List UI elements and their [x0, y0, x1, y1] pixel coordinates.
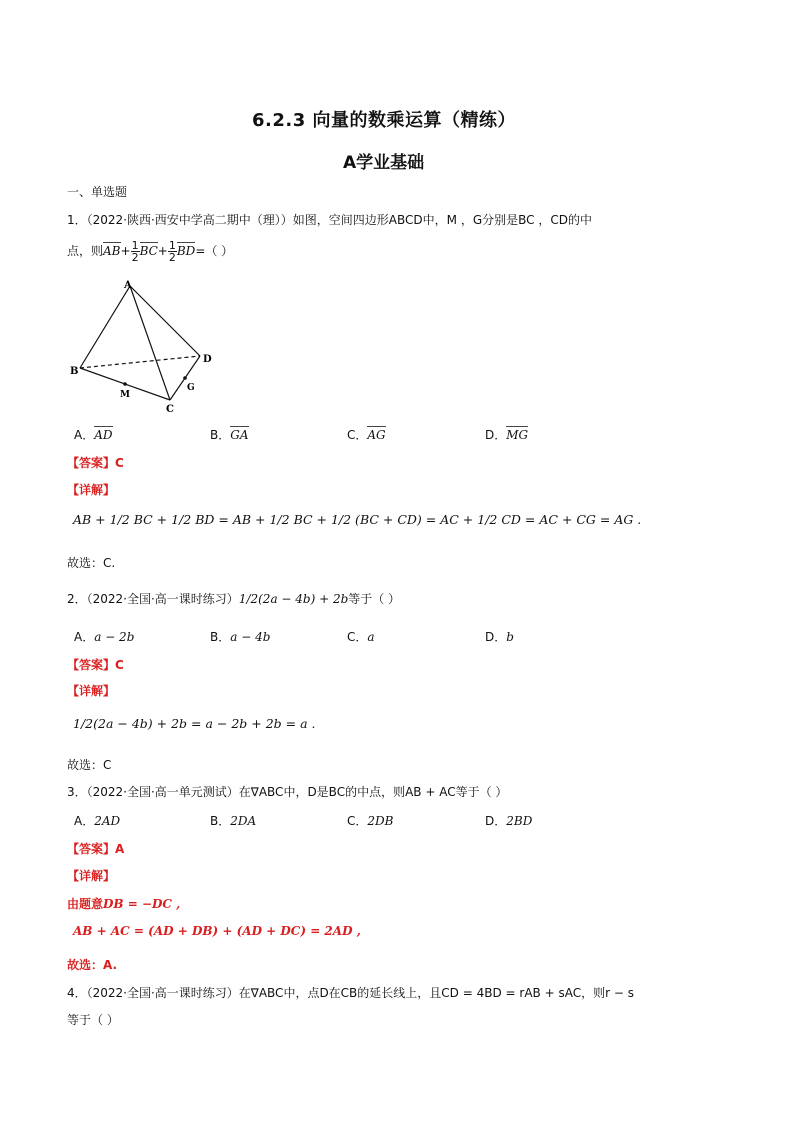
q2-option-c: C．a: [347, 630, 375, 644]
q1-detail: AB + 1/2 BC + 1/2 BD = AB + 1/2 BC + 1/2 (BC + CD) = AC + 1/2 CD = AC + CG = AG .: [73, 512, 642, 527]
q1-vec-ab: AB: [103, 244, 121, 258]
q3-option-c: C．2DB: [347, 814, 394, 828]
q4-stem-line1: 4．（2022·全国·高一课时练习）在∇ABC中，点D在CB的延长线上，且CD = 4BD = rAB + sAC，则r − s: [67, 986, 634, 1000]
label-d: D: [203, 354, 212, 365]
q3-option-b: B．2DA: [210, 814, 257, 828]
q2-option-b: B．a − 4b: [210, 630, 271, 644]
q3-answer: 【答案】A: [67, 842, 125, 856]
q2-detail: 1/2(2a − 4b) + 2b = a − 2b + 2b = a .: [73, 716, 316, 731]
q4-stem-line2: 等于（ ）: [67, 1013, 119, 1027]
label-c: C: [166, 404, 174, 415]
q1-option-d: D．MG: [485, 428, 529, 442]
q1-answer: 【答案】C: [67, 456, 124, 470]
q3-detail-label: 【详解】: [67, 869, 116, 883]
q2-expression: 1/2(2a − 4b) + 2b: [238, 592, 349, 606]
q1-detail-label: 【详解】: [67, 483, 116, 497]
q1-option-b: B．GA: [210, 428, 249, 442]
q1-stem-suffix: =（ ）: [195, 244, 234, 258]
q3-detail-line1: 由题意DB = −DC ,: [67, 897, 181, 911]
q2-stem: 2．（2022·全国·高一课时练习）1/2(2a − 4b) + 2b等于（ ）: [67, 592, 401, 606]
page-title: 6.2.3 向量的数乘运算（精练）: [252, 110, 517, 131]
q3-detail-line2: AB + AC = (AD + DB) + (AD + DC) = 2AD ,: [73, 924, 361, 938]
q1-conclusion: 故选：C.: [67, 556, 116, 570]
part-heading: 一、单选题: [67, 185, 128, 199]
q1-stem-line1: 1．（2022·陕西·西安中学高二期中（理））如图，空间四边形ABCD中，M ，G分别是BC ，CD的中: [67, 213, 592, 227]
q2-option-d: D．b: [485, 630, 514, 644]
label-g: G: [187, 383, 195, 393]
q1-stem-prefix: 点，则: [67, 244, 104, 258]
q2-answer: 【答案】C: [67, 658, 124, 672]
q1-vec-bc: BC: [139, 244, 158, 258]
q3-option-a: A．2AD: [74, 814, 121, 828]
q1-stem-line2: 点，则AB+ $\frac{1}{2}$ BC+ $\frac{1}{2}$ BD=（ ）: [67, 239, 234, 264]
q3-option-d: D．2BD: [485, 814, 533, 828]
section-title: A学业基础: [343, 153, 425, 173]
label-m: M: [120, 390, 130, 400]
q3-stem: 3．（2022·全国·高一单元测试）在∇ABC中，D是BC的中点，则AB + AC等于（ ）: [67, 785, 508, 799]
q3-conclusion: 故选：A.: [67, 958, 118, 972]
q1-option-c: C．AG: [347, 428, 386, 442]
q1-tetrahedron-figure: [66, 276, 226, 416]
q1-vec-bd: BD: [176, 244, 196, 258]
label-b: B: [70, 366, 79, 377]
q1-option-a: A．AD: [74, 428, 113, 442]
label-a: A: [124, 280, 132, 291]
q2-option-a: A．a − 2b: [74, 630, 135, 644]
q2-conclusion: 故选：C: [67, 758, 112, 772]
q2-detail-label: 【详解】: [67, 684, 116, 698]
